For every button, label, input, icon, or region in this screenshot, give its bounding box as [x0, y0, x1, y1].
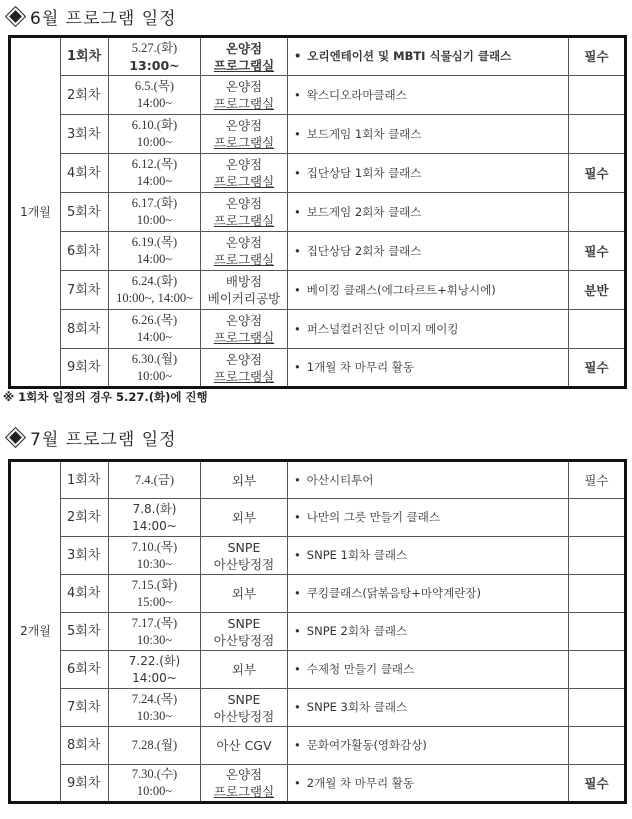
date-text: 7.30.(수): [131, 767, 178, 781]
description-cell: [288, 651, 569, 689]
time-text: 14:00~: [132, 518, 177, 533]
bullet-icon: •: [294, 738, 301, 752]
diamond-icon: [8, 430, 24, 446]
table-row: [10, 37, 626, 76]
place-line2: 프로그램실: [213, 252, 275, 267]
place-line1: 외부: [231, 472, 257, 488]
date-cell: [109, 537, 201, 575]
date-text: 7.22.(화): [128, 653, 181, 668]
date-cell: [109, 115, 201, 154]
table-row: [10, 154, 626, 193]
requirement-badge: [569, 76, 626, 115]
place-cell: [201, 37, 288, 76]
bullet-icon: •: [294, 204, 301, 219]
table-row: [10, 499, 626, 537]
date-text: 6.12.(목): [131, 157, 178, 171]
date-cell: [109, 154, 201, 193]
description-text: 왁스디오라마클래스: [306, 87, 407, 102]
description-text: 보드게임 1회차 클래스: [306, 126, 422, 141]
requirement-badge: 필수: [569, 461, 626, 499]
session-cell: 7회차: [61, 689, 109, 727]
date-text: 7.17.(목): [131, 615, 178, 630]
place-line1: 온양점: [225, 351, 263, 367]
june-section-title: [6, 4, 177, 29]
date-cell: [109, 193, 201, 232]
place-line1: 온양점: [225, 767, 263, 782]
place-line1: 온양점: [225, 40, 263, 56]
bullet-icon: •: [294, 126, 301, 141]
description-cell: [288, 310, 569, 349]
date-text: 6.26.(목): [131, 313, 178, 327]
date-text: 6.24.(화): [131, 274, 178, 288]
place-line1: 외부: [231, 662, 257, 677]
place-cell: [201, 154, 288, 193]
place-cell: [201, 193, 288, 232]
date-text: 7.15.(화): [131, 577, 178, 592]
date-cell: [109, 271, 201, 310]
session-cell: 8회차: [61, 310, 109, 349]
requirement-badge: [569, 689, 626, 727]
place-line2: 프로그램실: [213, 368, 275, 384]
table-row: [10, 765, 626, 803]
date-text: 7.8.(화): [132, 501, 177, 516]
date-cell: [109, 232, 201, 271]
place-line2: 아산탕정점: [213, 556, 275, 572]
june-note: ※ 1회차 일정의 경우 5.27.(화)에 진행: [3, 390, 208, 404]
description-text: 집단상담 1회차 클래스: [306, 165, 422, 180]
session-cell: 5회차: [61, 613, 109, 651]
date-cell: [109, 76, 201, 115]
place-cell: [201, 651, 288, 689]
date-text: 7.10.(목): [131, 539, 178, 554]
place-line2: 프로그램실: [213, 57, 275, 73]
june-schedule-table: [8, 35, 627, 389]
description-cell: [288, 613, 569, 651]
time-text: 10:30~: [136, 632, 173, 647]
requirement-badge: 필수: [569, 154, 626, 193]
date-text: 7.28.(월): [131, 738, 178, 752]
place-line2: 프로그램실: [213, 330, 275, 345]
description-text: 나만의 그릇 만들기 클래스: [306, 510, 440, 524]
date-text: 6.30.(월): [131, 351, 178, 366]
table-row: [10, 613, 626, 651]
requirement-badge: 필수: [569, 37, 626, 76]
table-row: [10, 461, 626, 499]
date-text: 5.27.(화): [131, 40, 178, 55]
date-text: 7.24.(목): [131, 691, 178, 706]
table-row: [10, 193, 626, 232]
session-cell: 1회차: [61, 37, 109, 76]
description-text: SNPE 2회차 클래스: [306, 624, 408, 638]
description-cell: [288, 575, 569, 613]
place-cell: [201, 575, 288, 613]
requirement-badge: [569, 115, 626, 154]
place-line1: 외부: [231, 586, 257, 601]
date-cell: [109, 613, 201, 651]
table-row: [10, 76, 626, 115]
place-cell: [201, 461, 288, 499]
bullet-icon: •: [294, 548, 301, 562]
description-cell: [288, 76, 569, 115]
place-line2: 프로그램실: [213, 174, 275, 189]
date-cell: [109, 37, 201, 76]
table-row: [10, 727, 626, 765]
bullet-icon: •: [294, 165, 301, 180]
place-line2: 베이커리공방: [207, 291, 281, 306]
description-text: 퍼스널컬러진단 이미지 메이킹: [306, 321, 459, 336]
place-cell: [201, 765, 288, 803]
description-cell: [288, 115, 569, 154]
place-line1: 온양점: [225, 235, 263, 250]
place-cell: [201, 537, 288, 575]
time-text: 10:00~: [136, 784, 173, 798]
requirement-badge: [569, 310, 626, 349]
bullet-icon: •: [294, 586, 301, 600]
date-cell: [109, 651, 201, 689]
session-cell: 4회차: [61, 154, 109, 193]
table-row: [10, 115, 626, 154]
requirement-badge: 필수: [569, 232, 626, 271]
session-cell: 1회차: [61, 461, 109, 499]
requirement-badge: 필수: [569, 349, 626, 388]
date-cell: [109, 461, 201, 499]
place-cell: [201, 613, 288, 651]
place-cell: [201, 499, 288, 537]
session-cell: 6회차: [61, 651, 109, 689]
session-cell: 5회차: [61, 193, 109, 232]
requirement-badge: 분반: [569, 271, 626, 310]
time-text: 14:00~: [132, 670, 177, 685]
date-cell: [109, 499, 201, 537]
session-cell: 9회차: [61, 765, 109, 803]
requirement-badge: [569, 499, 626, 537]
table-row: [10, 310, 626, 349]
date-text: 6.10.(화): [131, 118, 178, 132]
place-line2: 프로그램실: [213, 135, 275, 150]
session-cell: 4회차: [61, 575, 109, 613]
place-line2: 프로그램실: [213, 96, 275, 111]
time-text: 14:00~: [136, 96, 173, 110]
description-text: SNPE 3회차 클래스: [306, 700, 408, 714]
time-text: 10:00~, 14:00~: [116, 291, 193, 305]
description-text: 아산시티투어: [306, 472, 374, 487]
time-text: 10:30~: [136, 556, 173, 571]
session-cell: 7회차: [61, 271, 109, 310]
description-cell: [288, 461, 569, 499]
july-title-text: 7월 프로그램 일정: [30, 430, 177, 450]
month-label: 2개월: [10, 461, 61, 803]
place-line1: SNPE: [227, 691, 261, 707]
description-cell: [288, 765, 569, 803]
bullet-icon: •: [294, 775, 301, 790]
bullet-icon: •: [294, 472, 301, 487]
time-text: 10:00~: [136, 213, 173, 227]
place-line1: 온양점: [225, 313, 263, 328]
table-row: [10, 689, 626, 727]
description-text: 베이킹 클래스(에그타르트+휘낭시에): [306, 282, 496, 297]
place-line1: 온양점: [225, 196, 263, 211]
table-row: [10, 232, 626, 271]
date-cell: [109, 765, 201, 803]
place-line1: 배방점: [225, 274, 263, 289]
requirement-badge: [569, 651, 626, 689]
place-line1: 외부: [231, 510, 257, 525]
time-text: 14:00~: [136, 252, 173, 266]
table-row: [10, 575, 626, 613]
description-cell: [288, 232, 569, 271]
place-line1: 온양점: [225, 157, 263, 172]
july-section-title: [6, 425, 177, 450]
date-cell: [109, 310, 201, 349]
place-cell: [201, 310, 288, 349]
date-text: 6.17.(화): [131, 196, 178, 210]
description-text: 오리엔테이션 및 MBTI 식물심기 클래스: [307, 49, 512, 63]
session-cell: 2회차: [61, 76, 109, 115]
description-text: 문화여가활동(영화감상): [306, 738, 427, 752]
place-cell: [201, 232, 288, 271]
date-cell: [109, 689, 201, 727]
bullet-icon: •: [294, 700, 301, 714]
bullet-icon: •: [294, 360, 301, 374]
description-cell: [288, 271, 569, 310]
table-row: [10, 349, 626, 388]
requirement-badge: [569, 613, 626, 651]
description-text: 쿠킹클래스(닭볶음탕+마약계란장): [306, 586, 481, 600]
time-text: 13:00~: [129, 57, 180, 73]
table-row: [10, 651, 626, 689]
place-line1: 온양점: [225, 118, 263, 133]
july-schedule-table: [8, 459, 627, 804]
place-line2: 아산탕정점: [213, 708, 275, 724]
description-cell: [288, 349, 569, 388]
requirement-badge: [569, 537, 626, 575]
session-cell: 3회차: [61, 537, 109, 575]
place-line1: 온양점: [225, 79, 263, 94]
month-label: 1개월: [10, 37, 61, 388]
bullet-icon: •: [294, 282, 301, 297]
place-cell: [201, 115, 288, 154]
session-cell: 2회차: [61, 499, 109, 537]
bullet-icon: •: [294, 87, 301, 102]
date-cell: [109, 575, 201, 613]
description-cell: [288, 727, 569, 765]
date-cell: [109, 349, 201, 388]
time-text: 14:00~: [136, 330, 173, 344]
date-text: 6.5.(목): [134, 79, 175, 93]
description-text: 수제청 만들기 클래스: [306, 662, 415, 676]
bullet-icon: •: [294, 49, 302, 63]
date-text: 6.19.(목): [131, 235, 178, 249]
description-text: 보드게임 2회차 클래스: [306, 204, 422, 219]
place-cell: [201, 727, 288, 765]
june-title-text: 6월 프로그램 일정: [30, 9, 177, 29]
place-line2: 프로그램실: [213, 213, 275, 228]
table-row: [10, 271, 626, 310]
place-cell: [201, 689, 288, 727]
requirement-badge: [569, 727, 626, 765]
requirement-badge: [569, 193, 626, 232]
place-cell: [201, 349, 288, 388]
bullet-icon: •: [294, 243, 301, 258]
bullet-icon: •: [294, 510, 301, 524]
description-text: 1개월 차 마무리 활동: [306, 360, 414, 374]
requirement-badge: 필수: [569, 765, 626, 803]
place-line1: SNPE: [227, 615, 261, 631]
description-cell: [288, 537, 569, 575]
place-line1: SNPE: [227, 539, 261, 555]
date-text: 7.4.(금): [134, 472, 175, 487]
description-cell: [288, 37, 569, 76]
diamond-icon: [8, 9, 24, 25]
session-cell: 9회차: [61, 349, 109, 388]
table-row: [10, 537, 626, 575]
place-line2: 프로그램실: [213, 784, 275, 799]
time-text: 14:00~: [136, 174, 173, 188]
description-cell: [288, 154, 569, 193]
description-text: SNPE 1회차 클래스: [306, 548, 408, 562]
requirement-badge: [569, 575, 626, 613]
place-cell: [201, 271, 288, 310]
bullet-icon: •: [294, 321, 301, 336]
place-line1: 아산 CGV: [216, 738, 272, 753]
description-text: 집단상담 2회차 클래스: [306, 243, 422, 258]
place-cell: [201, 76, 288, 115]
time-text: 10:30~: [136, 708, 173, 723]
description-cell: [288, 689, 569, 727]
date-cell: [109, 727, 201, 765]
description-text: 2개월 차 마무리 활동: [306, 775, 414, 790]
session-cell: 3회차: [61, 115, 109, 154]
bullet-icon: •: [294, 624, 301, 638]
bullet-icon: •: [294, 662, 301, 676]
time-text: 10:00~: [136, 368, 173, 383]
session-cell: 6회차: [61, 232, 109, 271]
place-line2: 아산탕정점: [213, 632, 275, 648]
description-cell: [288, 499, 569, 537]
session-cell: 8회차: [61, 727, 109, 765]
description-cell: [288, 193, 569, 232]
time-text: 15:00~: [136, 594, 173, 609]
time-text: 10:00~: [136, 135, 173, 149]
